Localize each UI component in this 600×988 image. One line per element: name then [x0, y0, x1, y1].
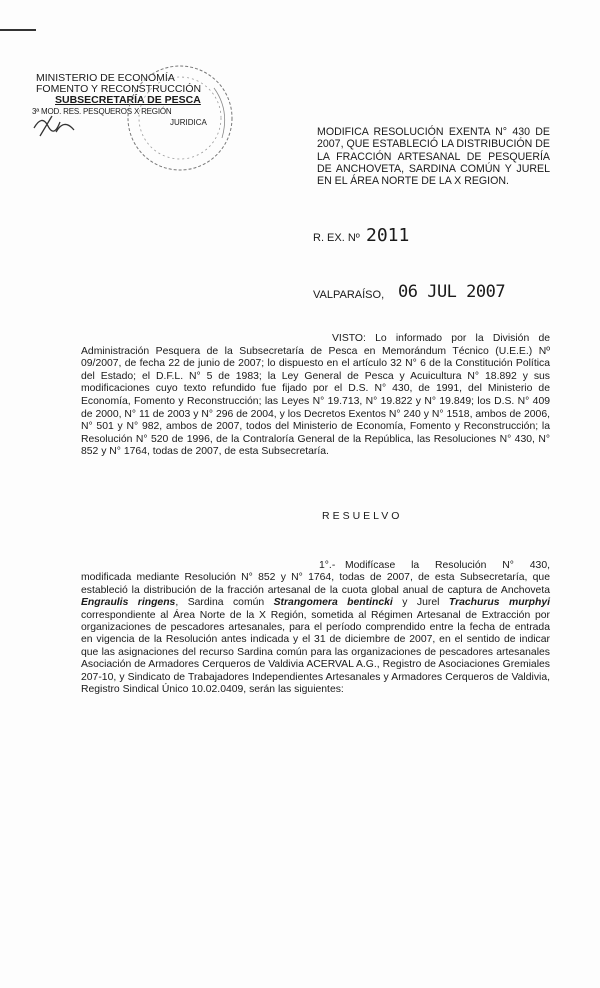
scan-mark [0, 29, 36, 31]
stamp-word: JURIDICA [170, 118, 207, 127]
resolution-subject: MODIFICA RESOLUCIÓN EXENTA N° 430 DE 2007, QUE ESTABLECIÓ LA DISTRIBUCIÓN DE LA FRACCIÓN ARTESANAL DE PESQUERÍA DE ANCHOVETA, SARDINA COMÚN Y JUREL EN EL ÁREA NORTE DE LA X REGION. [317, 126, 550, 188]
visto-paragraph: VISTO: Lo informado por la División de Administración Pesquera de la Subsecretaría de Pesca en Memorándum Técnico (U.E.E.) Nº 09/2007, de fecha 22 de junio de 2007; lo dispuesto en el artículo 32 N° 6 de la Constitución Política del Estado; el D.F.L. N° 5 de 1983; la Ley General de Pesca y Acuicultura N° 18.892 y sus modificaciones cuyo texto refundido fue fijado por el D.S. N° 430, de 1991, del Ministerio de Economía, Fomento y Reconstrucción; las Leyes N° 19.713, N° 19.822 y N° 19.849; los D.S. N° 409 de 2000, N° 11 de 2003 y N° 296 de 2004, y los Decretos Exentos N° 240 y N° 1518, ambos de 2006, N° 501 y N° 982, ambos de 2007, todos del Ministerio de Economía, Fomento y Reconstrucción; la Resolución N° 520 de 1996, de la Contraloría General de la República, las Resoluciones N° 430, N° 852 y N° 1764, todas de 2007, de esta Subsecretaría. [81, 333, 550, 458]
document-reference: 3ª MOD. RES. PESQUEROS X REGIÓN [32, 107, 172, 116]
official-seal-stamp [118, 58, 242, 178]
clause-text-part-3: y Jurel [392, 597, 449, 609]
place-label: VALPARAÍSO, [313, 289, 385, 301]
ministry-line-2: FOMENTO Y RECONSTRUCCIÓN [36, 83, 202, 95]
clause-text-part-2: , Sardina común [175, 597, 274, 609]
clause-text-part-4: correspondiente al Área Norte de la X Región, sometida al Régimen Artesanal de Extracción por organizaciones de pescadores artesanales, para el período comprendido entre la fecha de entrada en vigencia de la Resolución antes indicada y el 31 de diciembre de 2007, en el sentido de indicar que las asignaciones del recurso Sardina común para las organizaciones de pescadores artesanales Asociación de Armadores Cerqueros de Valdivia ACERVAL A.G., Registro de Asociaciones Gremiales 207-10, y Sindicato de Trabajadores Independientes Artesanales y Armadores Cerqueros de Valdivia, Registro Sindical Único 10.02.0409, serán las siguientes: [81, 609, 550, 696]
handwritten-signature [30, 108, 90, 142]
resuelvo-heading: RESUELVO [322, 510, 403, 522]
clause-number: 1°.- [319, 560, 336, 571]
subsecretaria-name: SUBSECRETARÍA DE PESCA [55, 94, 201, 106]
species-jurel: Trachurus murphyi [448, 597, 550, 609]
species-sardina: Strangomera bentincki [273, 597, 393, 609]
clause-1-paragraph [81, 560, 550, 696]
clause-text-part-1: Modifícase la Resolución N° 430, modificada mediante Resolución N° 852 y N° 1764, todas de 2007, de esta Subsecretaría, que estableció la distribución de la fracción artesanal de la cuota global anual de captura de Anchoveta [81, 560, 550, 596]
ministry-line-1: MINISTERIO DE ECONOMÍA [36, 72, 175, 84]
resolution-label: R. EX. Nº [313, 232, 360, 244]
resolution-number: 2011 [366, 225, 410, 246]
species-anchoveta: Engraulis ringens [81, 597, 176, 609]
date-stamp: 06 JUL 2007 [398, 282, 506, 302]
